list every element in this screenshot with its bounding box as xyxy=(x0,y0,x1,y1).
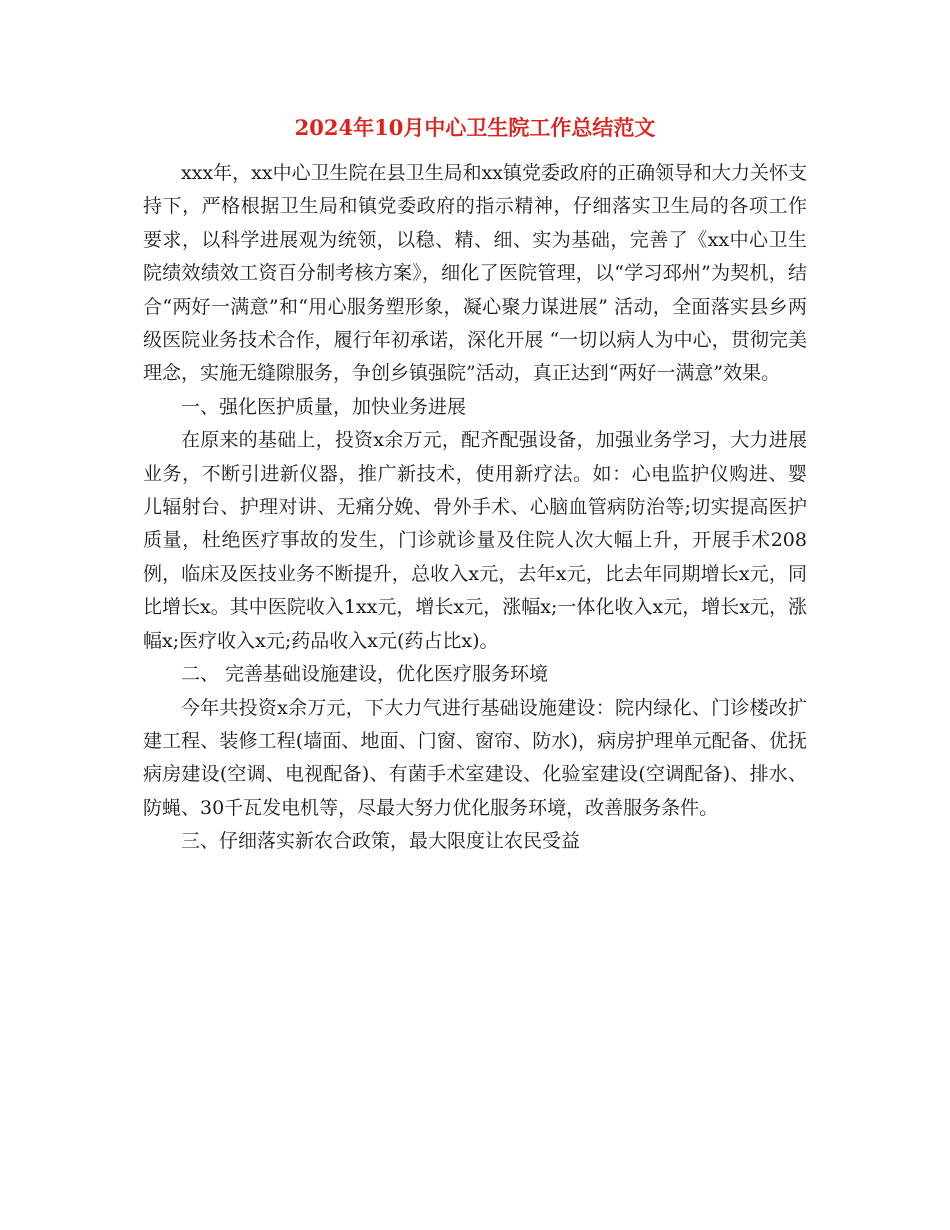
paragraph-section-1: 在原来的基础上，投资x余万元，配齐配强设备，加强业务学习，大力进展业务，不断引进新仪器，推广新技术，使用新疗法。如：心电监护仪购进、婴儿辐射台、护理对讲、无痛分娩、骨外手术、心脑血管病防治等;切实提高医护质量，杜绝医疗事故的发生，门诊就诊量及住院人次大幅上升，开展手术208例，临床及医技业务不断提升，总收入x元，去年x元，比去年同期增长x元，同比增长x。其中医院收入1xx元，增长x元，涨幅x;一体化收入x元，增长x元，涨幅x;医疗收入x元;药品收入x元(药占比x)。 xyxy=(143,429,807,652)
document-body xyxy=(143,157,807,859)
section-heading-2: 二、 完善基础设施建设，优化医疗服务环境 xyxy=(181,663,549,686)
paragraph-intro: xxx年，xx中心卫生院在县卫生局和xx镇党委政府的正确领导和大力关怀支持下，严格根据卫生局和镇党委政府的指示精神，仔细落实卫生局的各项工作要求，以科学进展观为统领，以稳、精、细、实为基础，完善了《xx中心卫生院绩效绩效工资百分制考核方案》，细化了医院管理，以“学习邳州”为契机，结合“两好一满意”和“用心服务塑形象，凝心聚力谋进展” 活动，全面落实县乡两级医院业务技术合作，履行年初承诺，深化开展 “一切以病人为中心，贯彻完美理念，实施无缝隙服务，争创乡镇强院”活动，真正达到“两好一满意”效果。 xyxy=(143,162,808,385)
document-title: 2024年10月中心卫生院工作总结范文 xyxy=(294,115,656,140)
section-heading-1: 一、强化医护质量，加快业务进展 xyxy=(181,395,467,418)
paragraph-section-2: 今年共投资x余万元，下大力气进行基础设施建设：院内绿化、门诊楼改扩建工程、装修工程(墙面、地面、门窗、窗帘、防水)，病房护理单元配备、优抚病房建设(空调、电视配备)、有菌手术室建设、化验室建设(空调配备)、排水、防蝇、30千瓦发电机等，尽最大努力优化服务环境，改善服务条件。 xyxy=(143,696,807,819)
section-heading-3: 三、仔细落实新农合政策，最大限度让农民受益 xyxy=(181,830,581,853)
